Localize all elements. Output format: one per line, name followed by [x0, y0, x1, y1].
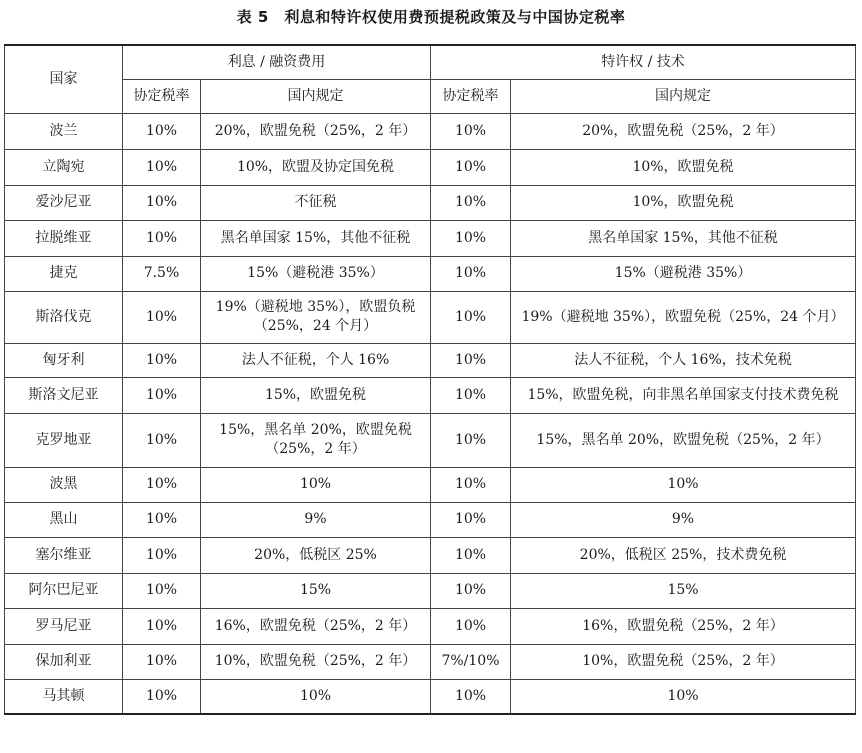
royalty-domestic-rule-cell: 19%（避税地 35%），欧盟免税（25%，24 个月） [511, 291, 856, 343]
country-cell: 拉脱维亚 [5, 220, 123, 256]
interest-treaty-rate-cell: 10% [123, 644, 201, 679]
table-row [5, 644, 856, 679]
interest-treaty-rate-cell: 10% [123, 377, 201, 413]
interest-treaty-rate-cell: 10% [123, 343, 201, 377]
table-row [5, 413, 856, 467]
royalty-domestic-rule-cell: 9% [511, 502, 856, 537]
interest-treaty-rate-cell: 10% [123, 149, 201, 185]
royalty-domestic-rule-cell: 10% [511, 679, 856, 714]
tax-rate-table [4, 44, 856, 715]
royalty-treaty-rate-cell: 10% [431, 256, 511, 291]
country-cell: 匈牙利 [5, 343, 123, 377]
table-row [5, 185, 856, 220]
header-royalty-group: 特许权 / 技术 [431, 45, 856, 79]
interest-domestic-rule-cell: 10%，欧盟免税（25%，2 年） [201, 644, 431, 679]
country-cell: 克罗地亚 [5, 413, 123, 467]
interest-treaty-rate-cell: 10% [123, 291, 201, 343]
royalty-domestic-rule-cell: 20%，欧盟免税（25%，2 年） [511, 113, 856, 149]
interest-domestic-rule-cell: 法人不征税，个人 16% [201, 343, 431, 377]
royalty-domestic-rule-cell: 10% [511, 467, 856, 502]
royalty-domestic-rule-cell: 10%，欧盟免税 [511, 149, 856, 185]
header-interest-domestic-rule: 国内规定 [201, 79, 431, 113]
interest-treaty-rate-cell: 10% [123, 185, 201, 220]
royalty-treaty-rate-cell: 10% [431, 413, 511, 467]
royalty-domestic-rule-cell: 10%，欧盟免税 [511, 185, 856, 220]
interest-domestic-rule-cell: 10% [201, 679, 431, 714]
interest-treaty-rate-cell: 10% [123, 608, 201, 644]
interest-treaty-rate-cell: 10% [123, 573, 201, 608]
royalty-treaty-rate-cell: 10% [431, 291, 511, 343]
royalty-domestic-rule-cell: 15%，黑名单 20%，欧盟免税（25%，2 年） [511, 413, 856, 467]
interest-treaty-rate-cell: 7.5% [123, 256, 201, 291]
royalty-domestic-rule-cell: 15%，欧盟免税，向非黑名单国家支付技术费免税 [511, 377, 856, 413]
table-title: 表 5 利息和特许权使用费预提税政策及与中国协定税率 [236, 8, 626, 26]
interest-domestic-rule-cell: 15% [201, 573, 431, 608]
interest-domestic-rule-cell: 15%，黑名单 20%，欧盟免税（25%，2 年） [201, 413, 431, 467]
table-row [5, 573, 856, 608]
royalty-treaty-rate-cell: 10% [431, 113, 511, 149]
header-royalty-treaty-rate: 协定税率 [431, 79, 511, 113]
country-cell: 波黑 [5, 467, 123, 502]
table-row [5, 343, 856, 377]
royalty-treaty-rate-cell: 10% [431, 573, 511, 608]
royalty-domestic-rule-cell: 法人不征税，个人 16%，技术免税 [511, 343, 856, 377]
interest-domestic-rule-cell: 15%，欧盟免税 [201, 377, 431, 413]
royalty-domestic-rule-cell: 10%，欧盟免税（25%，2 年） [511, 644, 856, 679]
royalty-treaty-rate-cell: 10% [431, 467, 511, 502]
royalty-treaty-rate-cell: 10% [431, 220, 511, 256]
royalty-treaty-rate-cell: 10% [431, 608, 511, 644]
table-row [5, 608, 856, 644]
royalty-domestic-rule-cell: 15% [511, 573, 856, 608]
interest-domestic-rule-cell: 20%，欧盟免税（25%，2 年） [201, 113, 431, 149]
interest-domestic-rule-cell: 20%，低税区 25% [201, 537, 431, 573]
royalty-treaty-rate-cell: 10% [431, 537, 511, 573]
table-row [5, 679, 856, 714]
royalty-treaty-rate-cell: 10% [431, 377, 511, 413]
table-row [5, 291, 856, 343]
country-cell: 波兰 [5, 113, 123, 149]
interest-treaty-rate-cell: 10% [123, 467, 201, 502]
table-row [5, 377, 856, 413]
interest-domestic-rule-cell: 黑名单国家 15%，其他不征税 [201, 220, 431, 256]
country-cell: 捷克 [5, 256, 123, 291]
royalty-treaty-rate-cell: 10% [431, 502, 511, 537]
interest-treaty-rate-cell: 10% [123, 537, 201, 573]
header-royalty-domestic-rule: 国内规定 [511, 79, 856, 113]
royalty-domestic-rule-cell: 黑名单国家 15%，其他不征税 [511, 220, 856, 256]
country-cell: 罗马尼亚 [5, 608, 123, 644]
royalty-treaty-rate-cell: 10% [431, 679, 511, 714]
royalty-domestic-rule-cell: 16%，欧盟免税（25%，2 年） [511, 608, 856, 644]
country-cell: 阿尔巴尼亚 [5, 573, 123, 608]
table-row [5, 537, 856, 573]
royalty-treaty-rate-cell: 10% [431, 185, 511, 220]
interest-treaty-rate-cell: 10% [123, 502, 201, 537]
interest-domestic-rule-cell: 10% [201, 467, 431, 502]
interest-treaty-rate-cell: 10% [123, 679, 201, 714]
header-interest-group: 利息 / 融资费用 [123, 45, 431, 79]
country-cell: 斯洛文尼亚 [5, 377, 123, 413]
country-cell: 立陶宛 [5, 149, 123, 185]
royalty-domestic-rule-cell: 15%（避税港 35%） [511, 256, 856, 291]
royalty-treaty-rate-cell: 10% [431, 149, 511, 185]
royalty-treaty-rate-cell: 10% [431, 343, 511, 377]
table-row [5, 502, 856, 537]
interest-treaty-rate-cell: 10% [123, 413, 201, 467]
interest-domestic-rule-cell: 不征税 [201, 185, 431, 220]
table-row [5, 467, 856, 502]
royalty-treaty-rate-cell: 7%/10% [431, 644, 511, 679]
table-row [5, 149, 856, 185]
interest-treaty-rate-cell: 10% [123, 113, 201, 149]
interest-domestic-rule-cell: 10%，欧盟及协定国免税 [201, 149, 431, 185]
country-cell: 保加利亚 [5, 644, 123, 679]
country-cell: 马其顿 [5, 679, 123, 714]
royalty-domestic-rule-cell: 20%，低税区 25%，技术费免税 [511, 537, 856, 573]
interest-domestic-rule-cell: 9% [201, 502, 431, 537]
interest-domestic-rule-cell: 16%，欧盟免税（25%，2 年） [201, 608, 431, 644]
interest-treaty-rate-cell: 10% [123, 220, 201, 256]
interest-domestic-rule-cell: 19%（避税地 35%），欧盟负税（25%，24 个月） [201, 291, 431, 343]
header-country: 国家 [5, 45, 123, 113]
header-interest-treaty-rate: 协定税率 [123, 79, 201, 113]
country-cell: 塞尔维亚 [5, 537, 123, 573]
table-row [5, 113, 856, 149]
interest-domestic-rule-cell: 15%（避税港 35%） [201, 256, 431, 291]
table-row [5, 220, 856, 256]
country-cell: 黑山 [5, 502, 123, 537]
table-row [5, 256, 856, 291]
country-cell: 爱沙尼亚 [5, 185, 123, 220]
country-cell: 斯洛伐克 [5, 291, 123, 343]
